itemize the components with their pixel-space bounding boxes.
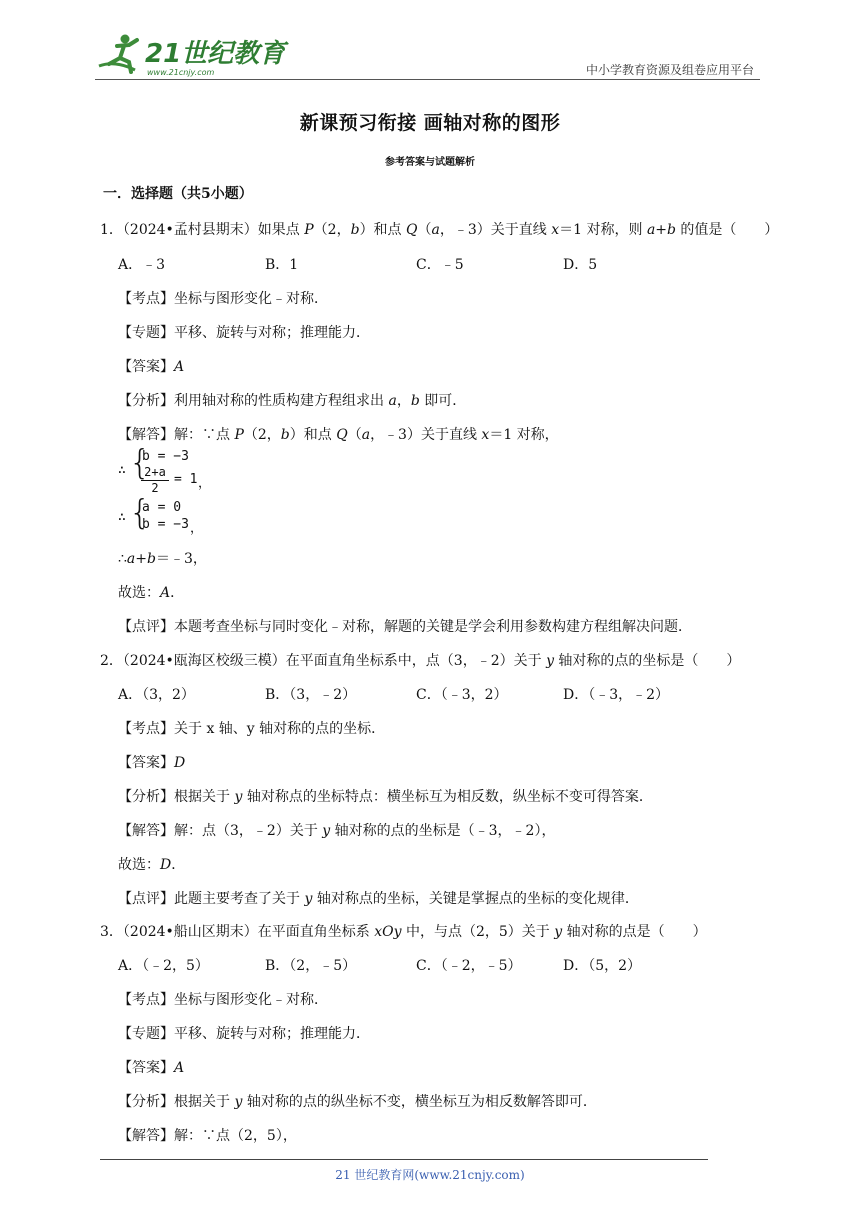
- q2-comment: 【点评】此题主要考查了关于 y 轴对称点的坐标，关键是掌握点的坐标的变化规律．: [118, 891, 639, 907]
- q2-solution: 【解答】解：点（3，﹣2）关于 y 轴对称的点的坐标是（﹣3，﹣2），: [118, 823, 556, 839]
- q1-solution: 【解答】解：∵点 P（2，b）和点 Q（a，﹣3）关于直线 x＝1 对称，: [118, 427, 559, 443]
- q3-answer: 【答案】A: [118, 1060, 185, 1076]
- q3-zhuanti: 【专题】平移、旋转与对称；推理能力．: [118, 1026, 370, 1042]
- q2-option-c: C．（﹣3，2）: [416, 687, 508, 703]
- page-header: [95, 30, 760, 80]
- footer-link[interactable]: 21 世纪教育网(www.21cnjy.com): [335, 1168, 525, 1182]
- q3-option-b: B．（2，﹣5）: [265, 958, 357, 974]
- q1-zhuanti: 【专题】平移、旋转与对称；推理能力．: [118, 325, 370, 341]
- q1-kaodian: 【考点】坐标与图形变化﹣对称．: [118, 291, 328, 307]
- q1-option-d: D．5: [563, 257, 598, 273]
- q1-option-c: C．﹣5: [416, 257, 464, 273]
- footer-rule: [100, 1159, 708, 1160]
- q2-answer: 【答案】D: [118, 755, 186, 771]
- logo: [95, 30, 286, 78]
- q3-kaodian: 【考点】坐标与图形变化﹣对称．: [118, 992, 328, 1008]
- q1-sum: ∴a+b＝﹣3，: [118, 551, 207, 567]
- q2-stem: 2．（2024•瓯海区校级三模）在平面直角坐标系中，点（3，﹣2）关于 y 轴对称的点的坐标是（ ）: [100, 653, 741, 669]
- q1-stem: 1．（2024•孟村县期末）如果点 P（2，b）和点 Q（a，﹣3）关于直线 x＝1 对称，则 a+b 的值是（ ）: [100, 222, 779, 238]
- q3-option-a: A．（﹣2，5）: [118, 958, 209, 974]
- q2-kaodian: 【考点】关于 x 轴、y 轴对称的点的坐标．: [118, 721, 386, 737]
- q3-option-c: C．（﹣2，﹣5）: [416, 958, 522, 974]
- page-title: 新课预习衔接 画轴对称的图形: [299, 112, 561, 134]
- q3-stem: 3．（2024•船山区期末）在平面直角坐标系 xOy 中，与点（2，5）关于 y 轴对称的点是（ ）: [100, 924, 707, 940]
- q1-answer: 【答案】A: [118, 359, 185, 375]
- q2-option-a: A．（3，2）: [118, 687, 195, 703]
- svg-text:www.21cnjy.com: www.21cnjy.com: [147, 68, 215, 77]
- page-subtitle: 参考答案与试题解析: [385, 157, 475, 168]
- q1-analysis: 【分析】利用轴对称的性质构建方程组求出 a，b 即可．: [118, 393, 467, 409]
- section-heading: 一．选择题（共5小题）: [103, 186, 253, 202]
- q1-option-b: B．1: [265, 257, 299, 273]
- q1-choice: 故选：A．: [118, 585, 185, 601]
- q3-option-d: D．（5，2）: [563, 958, 642, 974]
- q2-analysis: 【分析】根据关于 y 轴对称点的坐标特点：横坐标互为相反数，纵坐标不变可得答案．: [118, 789, 653, 805]
- q1-comment: 【点评】本题考查坐标与同时变化﹣对称，解题的关键是学会利用参数构建方程组解决问题．: [118, 619, 692, 635]
- q3-analysis: 【分析】根据关于 y 轴对称的点的纵坐标不变，横坐标互为相反数解答即可．: [118, 1094, 597, 1110]
- q2-option-d: D．（﹣3，﹣2）: [563, 687, 670, 703]
- q2-choice: 故选：D．: [118, 857, 186, 873]
- platform-name: 中小学教育资源及组卷应用平台: [585, 63, 754, 77]
- q1-option-a: A．﹣3: [118, 257, 166, 273]
- q2-option-b: B．（3，﹣2）: [265, 687, 357, 703]
- q3-solution: 【解答】解：∵点（2，5），: [118, 1128, 297, 1144]
- header-rule: [95, 79, 760, 80]
- svg-text:21世纪教育: 21世纪教育: [145, 39, 286, 69]
